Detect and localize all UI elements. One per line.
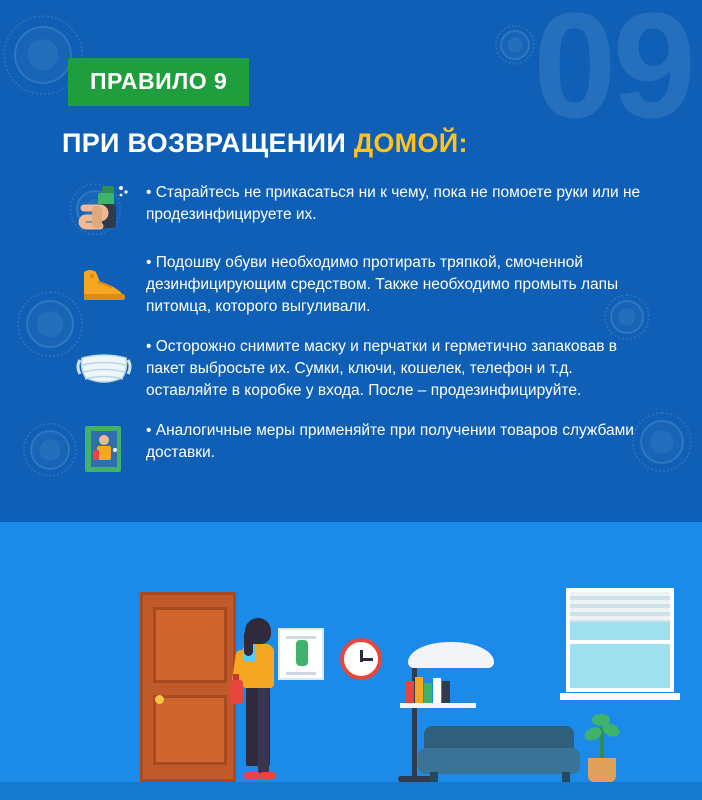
list-item-text: • Подошву обуви необходимо протирать тряпкой, смоченной дезинфицирующим средством. Также необходимо промыть лапы питомца, которого выгуливали.	[146, 254, 619, 315]
sofa-leg	[562, 772, 570, 782]
book	[406, 681, 414, 703]
window-sill	[560, 693, 680, 700]
headline-main-text: ПРИ ВОЗВРАЩЕНИИ	[62, 128, 354, 158]
virus-decoration-icon	[640, 420, 684, 464]
page-title	[62, 128, 468, 159]
book	[415, 677, 423, 703]
sofa-leg	[430, 772, 438, 782]
open-door	[140, 592, 236, 782]
hand-sanitizer-spray-icon	[76, 182, 132, 234]
list-item	[62, 418, 642, 474]
window-divider	[570, 640, 670, 644]
door-panel-lower	[153, 695, 227, 765]
list-item-text: • Осторожно снимите маску и перчатки и герметично запаковав в пакет выбросьте их. Сумки, ключи, кошелек, телефон и т.д. оставляйте в коробке у входа. После – продезинфицируйте.	[146, 338, 618, 399]
icon-cell	[62, 250, 146, 310]
plant-leaf	[592, 714, 610, 726]
list-item	[62, 334, 642, 402]
book	[442, 681, 450, 703]
list-item	[62, 180, 642, 234]
floor	[0, 782, 702, 800]
window-with-blinds	[566, 588, 674, 692]
wall-clock	[340, 638, 382, 680]
door-delivery-icon	[81, 424, 127, 474]
wall-poster	[278, 628, 324, 680]
potted-plant	[588, 758, 616, 782]
rules-list	[62, 180, 642, 490]
virus-decoration-icon	[14, 26, 72, 84]
home-entrance-illustration	[0, 522, 702, 800]
face-mask-icon	[74, 348, 134, 390]
door-panel-upper	[153, 607, 227, 683]
poster-figure-icon	[296, 640, 308, 666]
poster-line	[286, 672, 316, 675]
list-item-text: • Аналогичные меры применяйте при получении товаров службами доставки.	[146, 422, 634, 461]
clock-minute-hand	[361, 658, 373, 661]
book	[433, 678, 441, 703]
icon-cell	[62, 418, 146, 474]
woman-shoe-right	[260, 772, 276, 779]
door-knob	[155, 695, 164, 704]
floor-lamp-shade	[408, 642, 494, 668]
woman-leg-second	[258, 686, 269, 774]
woman-shoe-left	[244, 772, 260, 779]
virus-decoration-icon	[500, 30, 530, 60]
icon-cell	[62, 180, 146, 234]
rule-number-watermark: 09	[533, 0, 692, 149]
book	[424, 683, 432, 703]
rule-badge: ПРАВИЛО 9	[68, 58, 249, 106]
woman-hair	[245, 618, 271, 644]
window-blinds	[570, 592, 670, 622]
floor-lamp-pole	[412, 657, 417, 782]
sanitizer-bottle-icon	[230, 680, 243, 704]
icon-cell	[62, 334, 146, 390]
shoe-icon	[76, 264, 132, 310]
headline-accent-text: ДОМОЙ:	[353, 128, 468, 158]
sofa-seat	[418, 748, 580, 774]
list-item	[62, 250, 642, 318]
bookshelf	[400, 703, 476, 708]
poster-line	[286, 636, 316, 639]
list-item-text: • Старайтесь не прикасаться ни к чему, пока не помоете руки или не продезинфицируете их.	[146, 184, 641, 223]
